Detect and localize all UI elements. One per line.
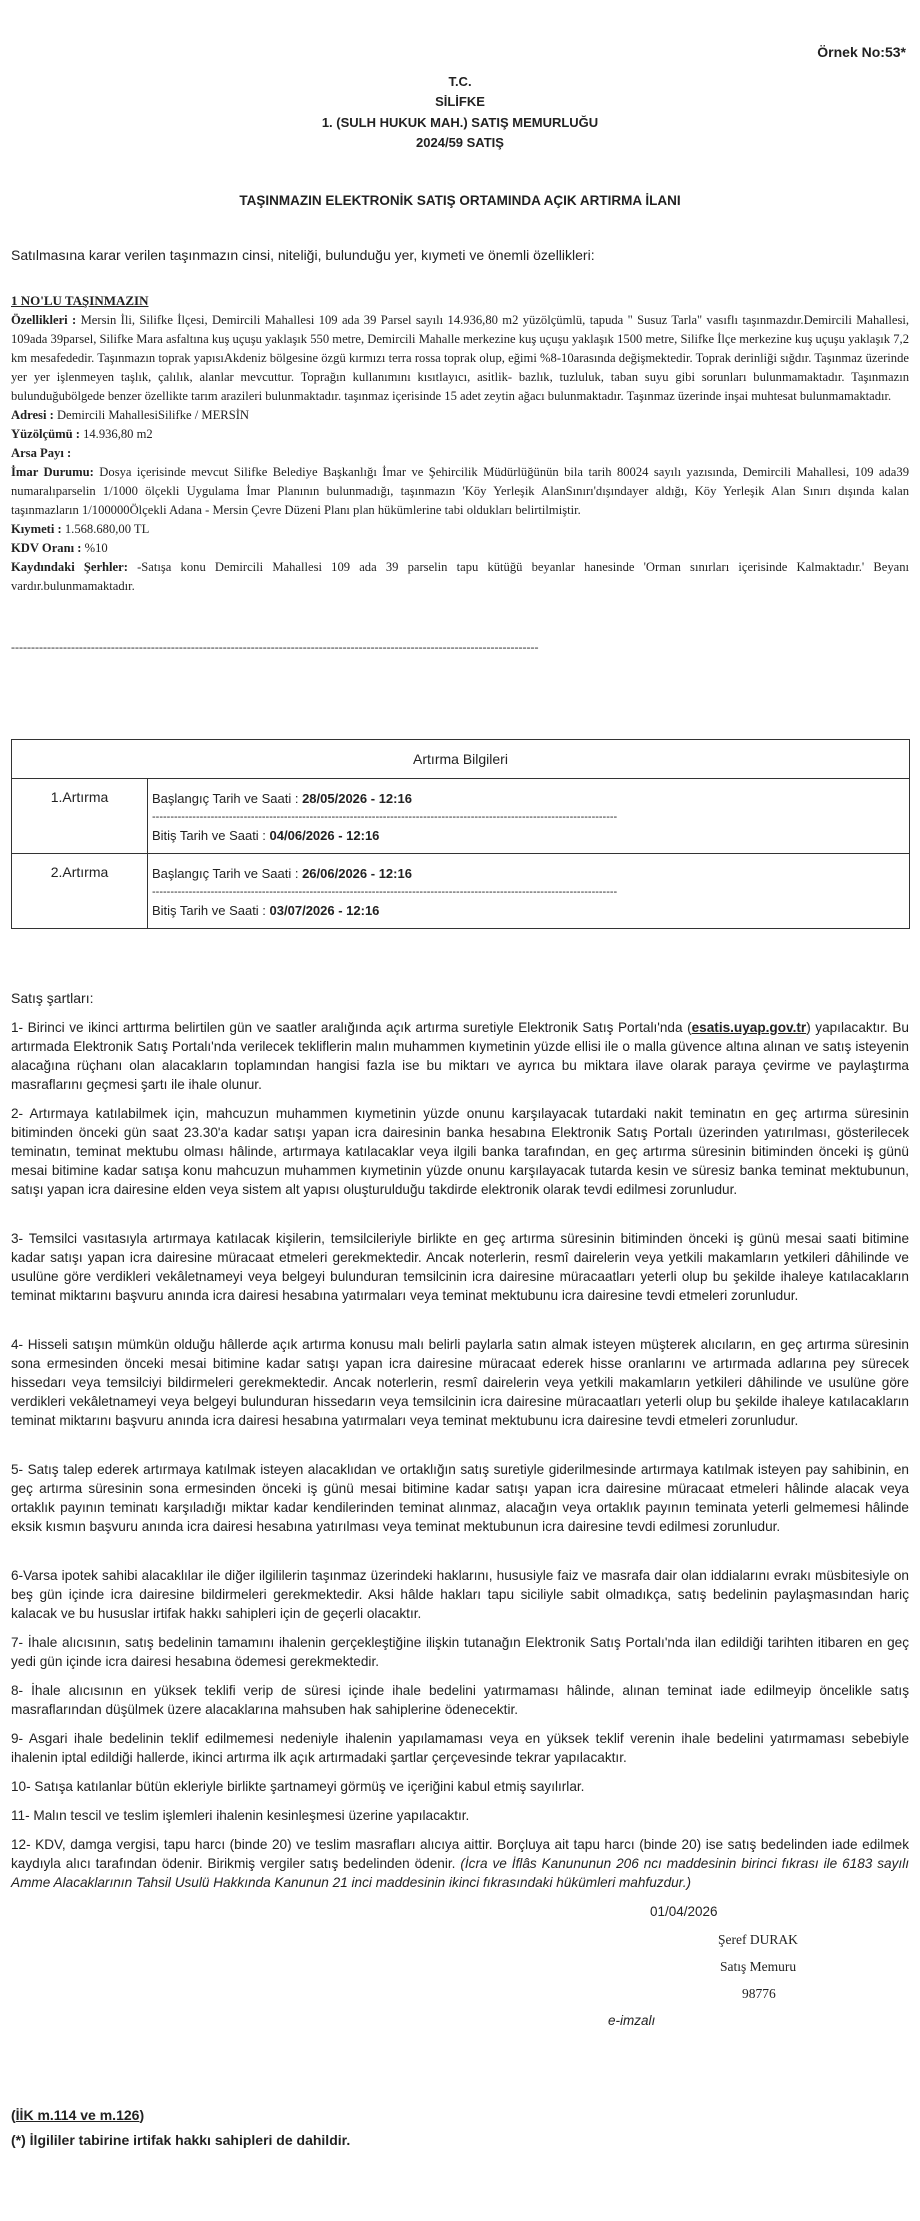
auction-2-end xyxy=(152,899,905,922)
auction-2-start xyxy=(152,862,905,885)
condition-12-note: (İcra ve İflâs Kanununun 206 ncı maddesinin birinci fıkrası ile 6183 sayılı Amme Alacaklarının Tahsil Usulü Hakkında Kanunun 21 inci maddesinin ikinci fıkrasındaki hükümleri mahfuzdur.) xyxy=(11,1856,909,1890)
signature-name: Şeref DURAK xyxy=(718,1932,798,1947)
property-address xyxy=(11,406,909,425)
auction-2-label: 2.Artırma xyxy=(12,854,148,929)
condition-6: 6-Varsa ipotek sahibi alacaklılar ile diğer ilgililerin taşınmaz üzerindeki haklarını, hususiyle faiz ve masrafa dair olan iddialarını evrakı müsbitesiyle on beş gün içinde icra dairesine bildirmeleri gerekmektedir. Aksi hâlde hakları tapu siciliyle sabit olmadıkça, satış bedelinin paylaşmasından hariç kalacak ve bu hususlar irtifak hakkı sahipleri için de geçerli olacaktır. xyxy=(11,1568,909,1621)
condition-9: 9- Asgari ihale bedelinin teklif edilmemesi nedeniyle ihalenin yapılamaması veya en yüksek teklif verenin ihale bedelini yatırmaması sebebiyle ihalenin iptal edildiği hallerde, ikinci artırma ilk açık artırmadaki şartlar çerçevesinde tekrar yapılacaktır. xyxy=(11,1731,909,1765)
auction-1-start xyxy=(152,787,905,810)
property-value xyxy=(11,520,909,539)
condition-11: 11- Malın tescil ve teslim işlemleri ihalenin kesinleşmesi üzerine yapılacaktır. xyxy=(11,1808,470,1823)
value-label: Kıymeti : xyxy=(11,522,62,536)
condition-1-text-a: 1- Birinci ve ikinci arttırma belirtilen gün ve saatler aralığında açık artırma suretiyle Elektronik Satış Portalı'nda ( xyxy=(11,1020,692,1035)
end-value: 04/06/2026 - 12:16 xyxy=(269,828,380,843)
condition-7: 7- İhale alıcısının, satış bedelinin tamamını ihalenin gerçekleştiğine ilişkin tutanağın Elektronik Satış Portalı'nda ilan edildiği tarihten itibaren en geç yedi gün içinde icra dairesi hesabına ödemesi gerekmektedir. xyxy=(11,1635,909,1669)
share-label: Arsa Payı : xyxy=(11,446,72,460)
sample-number: Örnek No:53* xyxy=(817,44,906,60)
condition-2: 2- Artırmaya katılabilmek için, mahcuzun muhammen kıymetinin yüzde onunu karşılayacak tutardaki nakit teminatın en geç artırma süresinin bitiminden önceki gün saat 23.30'a kadar satışı yapan icra dairesinin banka hesabına Elektronik Satış Portalı üzerinden yatırılması, gösterilecek teminatın, teminat mektubu olması hâlinde, artırmaya katılacaklar veya ilgili banka tarafından, en geç artırma süresinin bitiminden önceki iş günü mesai bitimine kadar satışa konu mahcuzun muhammen kıymetinin yüzde onunu karşılayacak tutarda kesin ve süresiz banka teminat mektubunun, satışı yapan icra dairesine elden veya sistem alt yapısı oluşturulduğu takdirde elektronik olarak tevdi edilmesi zorunludur. xyxy=(11,1106,909,1197)
end-label: Bitiş Tarih ve Saati : xyxy=(152,903,266,918)
conditions-title: Satış şartları: xyxy=(11,990,94,1006)
property-features xyxy=(11,311,909,406)
condition-1-text-b: ) yapılacaktır. Bu artırmada Elektronik Satış Portalı'nda verilecek tekliflerin malın muhammen kıymetinin yüzde ellisi ile o malla güvence altına alınan ve satış isteyenin alacağına rüçhanı olan alacakların toplamından hangisi fazla ise bu miktarı ve ayrıca bu miktara ilave olarak paraya çevirme ve paylaştırma masraflarını geçmesi şartı ile ihale olunur. xyxy=(11,1020,909,1092)
end-label: Bitiş Tarih ve Saati : xyxy=(152,828,266,843)
restrictions-label: Kaydındaki Şerhler: xyxy=(11,560,128,574)
condition-1 xyxy=(11,1018,909,1094)
row-separator: ------------------------------------------------------------------------------------------------------------------------------- xyxy=(152,811,618,823)
zoning-value: Dosya içerisinde mevcut Silifke Belediye Başkanlığı İmar ve Şehircilik Müdürlüğünün bila tarih 80024 sayılı yazısında, Demircili Mahallesi, 109 ada39 numaralıparselin 1/1000 ölçekli Uygulama İmar Planının bulunmadığı, taşınmazın 'Köy Yerleşik AlanSınırı'dışındayer aldığı, Köy Yerleşik Alan Sınırı dışında kalan taşınmazların 1/100000Ölçekli Adana - Mersin Çevre Düzeni Planı plan hükümlerine tabi oldukları belirtilmiştir. xyxy=(11,465,909,517)
end-value: 03/07/2026 - 12:16 xyxy=(269,903,380,918)
row-separator: ------------------------------------------------------------------------------------------------------------------------------- xyxy=(152,886,618,898)
auction-2-dates xyxy=(148,854,910,929)
address-value: Demircili MahallesiSilifke / MERSİN xyxy=(56,408,249,422)
property-heading: 1 NO'LU TAŞINMAZIN xyxy=(11,293,149,308)
auction-table-title: Artırma Bilgileri xyxy=(12,740,910,779)
condition-12-text: 12- KDV, damga vergisi, tapu harcı (binde 20) ve teslim masrafları alıcıya aittir. Borçluya ait tapu harcı (binde 20) ise satış bedelinden iade edilmek kaydıyla alıcı tarafından ödenir. Birikmiş vergiler satış bedelinden ödenir. xyxy=(11,1837,909,1871)
zoning-label: İmar Durumu: xyxy=(11,465,94,479)
auction-table xyxy=(11,739,910,929)
start-label: Başlangıç Tarih ve Saati : xyxy=(152,866,299,881)
condition-10: 10- Satışa katılanlar bütün ekleriyle birlikte şartnameyi görmüş ve içeriğini kabul etmiş sayılırlar. xyxy=(11,1779,585,1794)
property-vat xyxy=(11,539,909,558)
auction-1-dates xyxy=(148,779,910,854)
signature-number: 98776 xyxy=(742,1986,776,2001)
property-area xyxy=(11,425,909,444)
header-tc: T.C. xyxy=(448,74,472,89)
ref-close: ) xyxy=(139,2107,145,2123)
header-case-number: 2024/59 SATIŞ xyxy=(416,135,504,150)
address-label: Adresi : xyxy=(11,408,54,422)
restrictions-value: -Satışa konu Demircili Mahallesi 109 ada 39 parselin tapu kütüğü beyanlar hanesinde 'Orman sınırları içerisinde Kalmaktadır.' Beyanı vardır.bulunmamaktadır. xyxy=(11,560,909,593)
header-city: SİLİFKE xyxy=(435,94,485,109)
esatis-link[interactable]: esatis.uyap.gov.tr xyxy=(691,1020,807,1035)
area-label: Yüzölçümü : xyxy=(11,427,80,441)
footer-note: (*) İlgililer tabirine irtifak hakkı sahipleri de dahildir. xyxy=(11,2132,351,2148)
section-separator: ------------------------------------------------------------------------------------------------------------------------------------ xyxy=(11,640,539,654)
property-zoning xyxy=(11,463,909,520)
footer-reference xyxy=(11,2107,144,2123)
condition-8: 8- İhale alıcısının en yüksek teklifi verip de süresi içinde ihale bedelini yatırmaması hâlinde, alınan teminat iade edilmeyip öncelikle satış masraflarından düşülmek üzere alacaklarına mahsuben hak sahiplerine ödenecektir. xyxy=(11,1683,909,1717)
page-title: TAŞINMAZIN ELEKTRONİK SATIŞ ORTAMINDA AÇIK ARTIRMA İLANI xyxy=(239,193,681,208)
property-section xyxy=(11,291,909,596)
vat-value: %10 xyxy=(84,541,108,555)
condition-3: 3- Temsilci vasıtasıyla artırmaya katılacak kişilerin, temsilcileriyle birlikte en geç artırma süresinin bitiminden önceki iş günü mesai saati bitimine kadar satışı yapan icra dairesine müracaat etmeleri gerekmektedir. Ancak noterlerin, resmî dairelerin veya yetkili makamların yetkileri dâhilinde ve usulüne göre verdikleri vekâletnameyi veya belgeyi bulunduran temsilcinin icra dairesine müracaatları yeterli olup bu şekilde ihaleye katılacakların teminat miktarını başvuru anında icra dairesi hesabına yatırmaları veya teminat mektubunu icra dairesine tevdi etmeleri zorunludur. xyxy=(11,1231,909,1303)
start-value: 26/06/2026 - 12:16 xyxy=(302,866,412,881)
intro-text: Satılmasına karar verilen taşınmazın cinsi, niteliği, bulunduğu yer, kıymeti ve önemli özellikleri: xyxy=(11,247,595,263)
features-label: Özellikleri : xyxy=(11,313,77,327)
signature-esign: e-imzalı xyxy=(608,2013,656,2028)
value-amount: 1.568.680,00 TL xyxy=(64,522,150,536)
signature-role: Satış Memuru xyxy=(720,1959,797,1974)
vat-label: KDV Oranı : xyxy=(11,541,82,555)
header-office: 1. (SULH HUKUK MAH.) SATIŞ MEMURLUĞU xyxy=(321,115,599,130)
property-restrictions xyxy=(11,558,909,596)
condition-4: 4- Hisseli satışın mümkün olduğu hâllerde açık artırma konusu malı belirli paylarla satın almak isteyen müşterek alıcıların, en geç artırma süresinin sona ermesinden önceki mesai bitimine kadar satışı yapan icra dairesine müracaat ederek hisse oranlarını ve artırmada adlarına pey sürecek hissedarı veya temsilciyi bildirmeleri gerekmektedir. Ancak noterlerin, resmî dairelerin veya yetkili makamların yetkileri dâhilinde ve usulüne göre verdikleri vekâletnameyi veya belgeyi bulunduran hissedarın veya temsilcinin icra dairesine müracaatları yeterli olup bu şekilde ihaleye katılacakların teminat miktarını başvuru anında icra dairesi hesabına yatırmaları veya teminat mektubunu icra dairesine tevdi etmeleri zorunludur. xyxy=(11,1337,909,1428)
area-value: 14.936,80 m2 xyxy=(83,427,153,441)
condition-5: 5- Satış talep ederek artırmaya katılmak isteyen alacaklıdan ve ortaklığın satış suretiyle giderilmesinde artırmaya katılmak isteyen pay sahibinin, en geç artırma süresinin sona ermesinden önceki iş günü mesai bitimine kadar satışı yapan icra dairesine müracaat etmeleri hâlinde alacak veya ortaklık payının teminatı karşıladığı miktar kadar kendilerinden teminat alınmaz, alacağın veya ortaklık payının teminata yeterli gelmemesi hâlinde eksik kısmın başvuru anında icra dairesi hesabına yatırılması veya teminat mektubunun icra dairesine tevdi edilmesi zorunludur. xyxy=(11,1462,909,1534)
auction-1-end xyxy=(152,824,905,847)
start-value: 28/05/2026 - 12:16 xyxy=(302,791,412,806)
start-label: Başlangıç Tarih ve Saati : xyxy=(152,791,299,806)
table-row xyxy=(12,854,910,929)
signature-date: 01/04/2026 xyxy=(650,1904,718,1919)
features-text: Mersin İli, Silifke İlçesi, Demircili Mahallesi 109 ada 39 Parsel sayılı 14.936,80 m2 yüzölçümlü, tapuda " Susuz Tarla" vasıflı taşınmazdır.Demircili Mahallesi, 109ada 39parsel, Silifke Mara asfaltına kuş uçuşu yaklaşık 550 metre, Demircili Mahalle merkezine kuş uçuşu yaklaşık 1500 metre, Silifke İlçe merkezine kuş uçuşu yaklaşık 7,2 km mesafededir. Taşınmazın toprak yapısıAkdeniz bölgesine özgü kırmızı terra rossa toprak olup, eğimi %8-10arasında değişmektedir. Toprak derinliği sığdır. Taşınmaz üzerinde yer yer işlenmeyen taşlık, çalılık, alanlar mevcuttur. Toprağın kullanımını kısıtlayıcı, asitlik- bazlık, tuzluluk, taban suyu gibi sorunları bulunmamaktadır. Taşınmazın bulunduğubölgede benzer özellikte tarım arazileri bulunmaktadır. taşınmaz içerisinde 15 adet zeytin ağacı bulunmaktadır. Taşınmaz üzerinde inşai muhtesat bulunmamaktadır. xyxy=(11,313,910,403)
table-row xyxy=(12,779,910,854)
property-share xyxy=(11,444,909,463)
law-reference-link[interactable]: İİK m.114 ve m.126 xyxy=(15,2107,140,2123)
auction-1-label: 1.Artırma xyxy=(12,779,148,854)
ref-open: ( xyxy=(11,2107,16,2123)
condition-12 xyxy=(11,1835,909,1892)
